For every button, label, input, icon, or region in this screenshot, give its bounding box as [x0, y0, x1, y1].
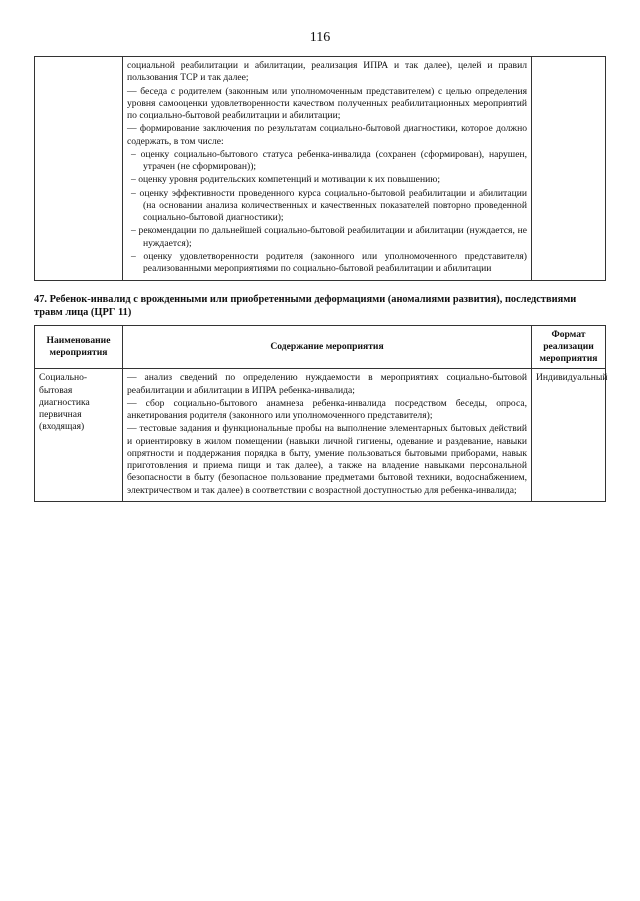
table-row — [35, 57, 606, 281]
row-format: Индивидуальный — [532, 369, 606, 502]
table-cell-name-empty — [35, 57, 123, 281]
page-number: 116 — [309, 30, 331, 45]
header-format: Формат реализации мероприятия — [532, 325, 606, 369]
table-cell-content — [123, 57, 532, 281]
row-name: Социально-бытовая диагностика первичная (входящая) — [35, 369, 123, 502]
content-line: — тестовые задания и функциональные пробы на выполнение элементарных бытовых действий и ориентировку в жилом помещении (навыки личной гигиены, одевание и раздевание, навыки опрятности и поддержания порядка в быту, умение пользоваться бытовыми приборами, навык приготовления и приема пищи и так далее), а также на владение навыками персональной безопасности в быту (безопасное пользование предметами бытовой техники, водоснабжением, электричеством и так далее) в соответствии с возрастной доступностью для ребенка-инвалида; — [127, 423, 527, 496]
content-subitem: – оценку удовлетворенности родителя (законного или уполномоченного представителя) реализованными мероприятиями по социально-бытовой реабилитации и абилитации — [131, 250, 527, 275]
content-line: — беседа с родителем (законным или уполномоченным представителем) с целью определения уровня самооценки удовлетворенности качеством полученных реабилитационных мероприятий по социально-бытовой реабилитации и абилитации; — [127, 85, 527, 122]
content-subitem: – рекомендации по дальнейшей социально-бытовой реабилитации и абилитации (нуждается, не нуждается); — [131, 225, 527, 249]
content-line: социальной реабилитации и абилитации, реализация ИПРА и так далее), целей и правил пользования ТСР и так далее; — [127, 60, 527, 84]
table-header-row — [35, 325, 606, 369]
content-subitem: – оценку эффективности проведенного курса социально-бытовой реабилитации и абилитации (на основании анализа количественных и качественных показателей повторно проведенной социально-бытовой диагностики); — [131, 187, 527, 224]
table-row — [35, 369, 606, 502]
content-line: — формирование заключения по результатам социально-бытовой диагностики, которое должно содержать, в том числе: — [127, 123, 527, 147]
header-content: Содержание мероприятия — [123, 325, 532, 369]
section-table — [34, 325, 606, 502]
row-content — [123, 369, 532, 502]
content-subitem: – оценку уровня родительских компетенций и мотивации к их повышению; — [131, 174, 441, 186]
continued-table — [34, 56, 606, 281]
content-line: — сбор социально-бытового анамнеза ребенка-инвалида посредством беседы, опроса, анкетирования родителя (законного или уполномоченного представителя); — [127, 397, 527, 422]
table-cell-format-empty — [532, 57, 606, 281]
content-line: — анализ сведений по определению нуждаемости в мероприятиях социально-бытовой реабилитации и абилитации в ИПРА ребенка-инвалида; — [127, 372, 527, 396]
section-title: 47. Ребенок-инвалид с врожденными или приобретенными деформациями (аномалиями развития), последствиями травм лица (ЦРГ 11) — [34, 293, 577, 318]
header-name: Наименование мероприятия — [35, 325, 123, 369]
content-subitem: – оценку социально-бытового статуса ребенка-инвалида (сохранен (сформирован), нарушен, утрачен (не сформирован)); — [131, 148, 527, 173]
